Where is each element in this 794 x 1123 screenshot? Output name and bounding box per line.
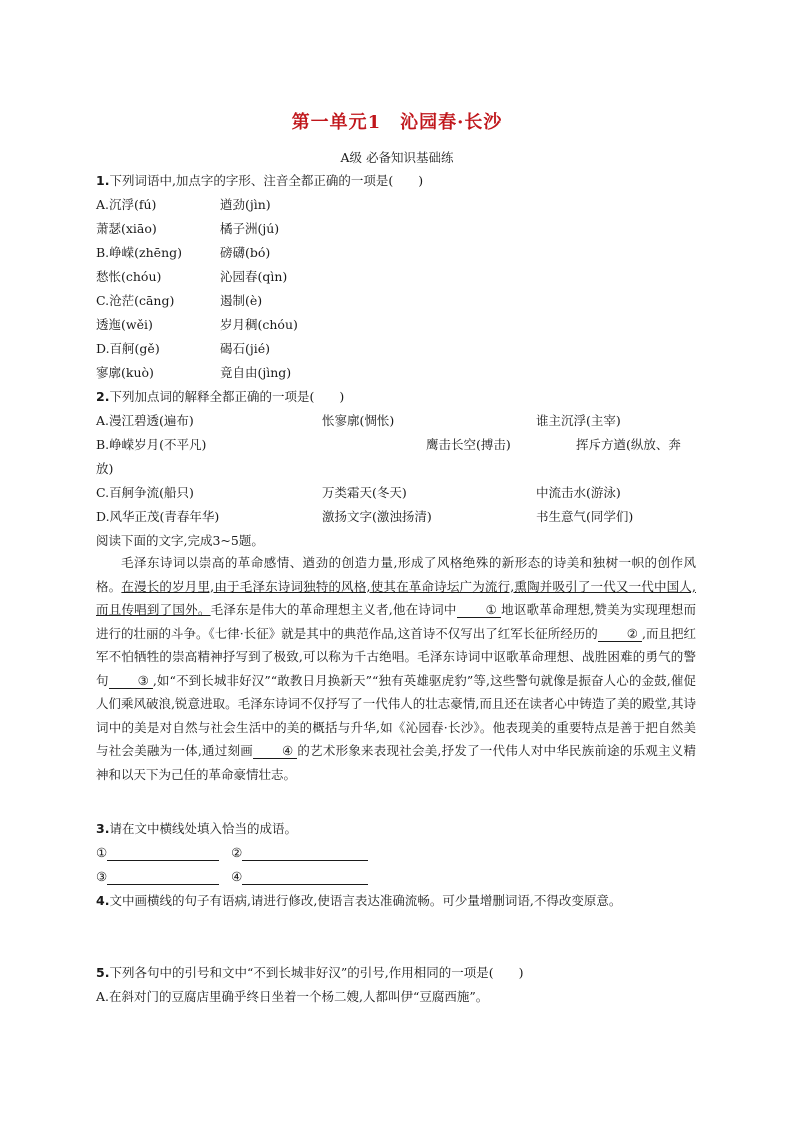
reading-intro: 阅读下面的文字,完成3~5题。 <box>96 533 264 548</box>
answer-marker: ① <box>96 845 108 860</box>
passage-sentence: 毛泽东诗词以崇高的革命感情、遒劲的创造力量,形成了风格绝殊的新形态的诗美和独树一帜的创作风格。 <box>96 555 696 594</box>
q1-row: 萧瑟(xiāo) <box>96 221 157 236</box>
q1-row-col2: 磅礴(bó) <box>220 245 271 260</box>
q3-answer-row <box>96 845 368 861</box>
answer-marker: ② <box>231 845 243 860</box>
q2-option-b3: 挥斥方遒(纵放、奔 <box>576 437 681 452</box>
answer-marker: ③ <box>96 869 108 884</box>
q1-row-col2: 橘子洲(jú) <box>220 221 280 236</box>
q1-row-col2: 碣石(jié) <box>220 341 271 356</box>
blank-1[interactable]: ① <box>457 603 501 618</box>
q2-option-d2: 激扬文字(激浊扬清) <box>322 509 432 524</box>
q2-option-d1: D.风华正茂(青春年华) <box>96 509 220 524</box>
blank-2[interactable]: ② <box>598 627 642 642</box>
blank-4[interactable]: ④ <box>253 744 297 759</box>
q2-option-b2: 鹰击长空(搏击) <box>426 437 511 452</box>
q2-option-d3: 书生意气(同学们) <box>536 509 634 524</box>
answer-line-3[interactable] <box>107 870 219 885</box>
answer-line-4[interactable] <box>242 870 368 885</box>
passage-sentence: ,如“不到长城非好汉”“敢教日月换新天”“独有英雄驱虎豹”等,这些警句就像是振奋人心的金鼓,催促人们乘风破浪,锐意进取。毛泽东诗词不仅抒写了一代伟人的壮志豪情,而且还在读者心中铸造了美的殿堂,其诗词中的美是对自然与社会生活中的美的概括与升华,如《沁园春·长沙》。他表现美的重要特点是善于把自然美与社会美融为一体,通过刻画 <box>96 672 696 758</box>
q1-row: B.峥嵘(zhēng) <box>96 245 182 260</box>
q2-stem-text: 下列加点词的解释全都正确的一项是( ) <box>109 389 345 404</box>
q1-row: D.百舸(gě) <box>96 341 160 356</box>
q1-stem-text: 下列词语中,加点字的字形、注音全都正确的一项是( ) <box>109 173 424 188</box>
q1-row: 愁怅(chóu) <box>96 269 162 284</box>
underlined-sentence: 在漫长的岁月里,由于毛泽东诗词独特的风格,使其在革命诗坛广为流行,熏陶并吸引了一代又一代中国人,而且传唱到了国外。 <box>96 578 696 617</box>
q2-option-b1: B.峥嵘岁月(不平凡) <box>96 437 207 452</box>
q5-number: 5. <box>96 965 110 980</box>
answer-line-2[interactable] <box>242 846 368 861</box>
passage-sentence: ,而且把红军不怕牺牲的崇高精神抒写到了极致,可以称为千古绝唱。毛泽东诗词中讴歌革命理想、战胜困难的勇气的警句 <box>96 625 696 688</box>
q1-row: A.沉浮(fú) <box>96 197 157 212</box>
q2-option-a1: A.漫江碧透(遍布) <box>96 413 194 428</box>
q2-number: 2. <box>96 389 110 404</box>
q1-number: 1. <box>96 173 110 188</box>
reading-passage <box>96 551 696 786</box>
q1-row: C.沧茫(cāng) <box>96 293 175 308</box>
answer-line-1[interactable] <box>107 846 219 861</box>
q3-stem-text: 请在文中横线处填入恰当的成语。 <box>109 821 297 836</box>
q1-row: 寥廓(kuò) <box>96 365 154 380</box>
q1-row-col2: 沁园春(qìn) <box>220 269 288 284</box>
q2-option-a3: 谁主沉浮(主宰) <box>536 413 621 428</box>
q5-stem <box>96 965 523 981</box>
q1-row: 透迤(wěi) <box>96 317 153 332</box>
q5-stem-text: 下列各句中的引号和文中“不到长城非好汉”的引号,作用相同的一项是( ) <box>109 965 524 980</box>
q1-row-col2: 遒劲(jìn) <box>220 197 271 212</box>
q2-option-b-cont: 放) <box>96 461 114 476</box>
passage-sentence: 毛泽东是伟大的革命理想主义者,他在诗词中 <box>210 602 457 617</box>
q2-option-c3: 中流击水(游泳) <box>536 485 621 500</box>
section-level: A级 必备知识基础练 <box>340 150 454 165</box>
q2-stem <box>96 389 344 405</box>
q3-answer-row <box>96 869 368 885</box>
q1-stem <box>96 173 423 189</box>
passage-sentence: 地讴歌革命理想,赞美为实现理想而进行的壮丽的斗争。《七律·长征》就是其中的典范作品,这首诗不仅写出了红军长征所经历的 <box>96 602 696 641</box>
page-title: 第一单元1 沁园春·长沙 <box>291 112 503 133</box>
q4-stem <box>96 893 621 909</box>
blank-3[interactable]: ③ <box>109 674 153 689</box>
q4-number: 4. <box>96 893 110 908</box>
q2-option-c2: 万类霜天(冬天) <box>322 485 407 500</box>
q1-row-col2: 遏制(è) <box>220 293 263 308</box>
q3-stem <box>96 821 297 837</box>
passage-sentence: 的艺术形象来表现社会美,抒发了一代伟人对中华民族前途的乐观主义精神和以天下为己任的革命豪情壮志。 <box>96 743 696 782</box>
q2-option-a2: 怅寥廓(惆怅) <box>322 413 395 428</box>
q2-option-c1: C.百舸争流(船只) <box>96 485 194 500</box>
answer-marker: ④ <box>231 869 243 884</box>
q1-row-col2: 岁月稠(chóu) <box>220 317 298 332</box>
q1-row-col2: 竟自由(jìng) <box>220 365 292 380</box>
q3-number: 3. <box>96 821 110 836</box>
q4-stem-text: 文中画横线的句子有语病,请进行修改,使语言表达准确流畅。可少量增删词语,不得改变原意。 <box>109 893 622 908</box>
q5-option-a: A.在斜对门的豆腐店里确乎终日坐着一个杨二嫂,人都叫伊“豆腐西施”。 <box>96 989 489 1004</box>
